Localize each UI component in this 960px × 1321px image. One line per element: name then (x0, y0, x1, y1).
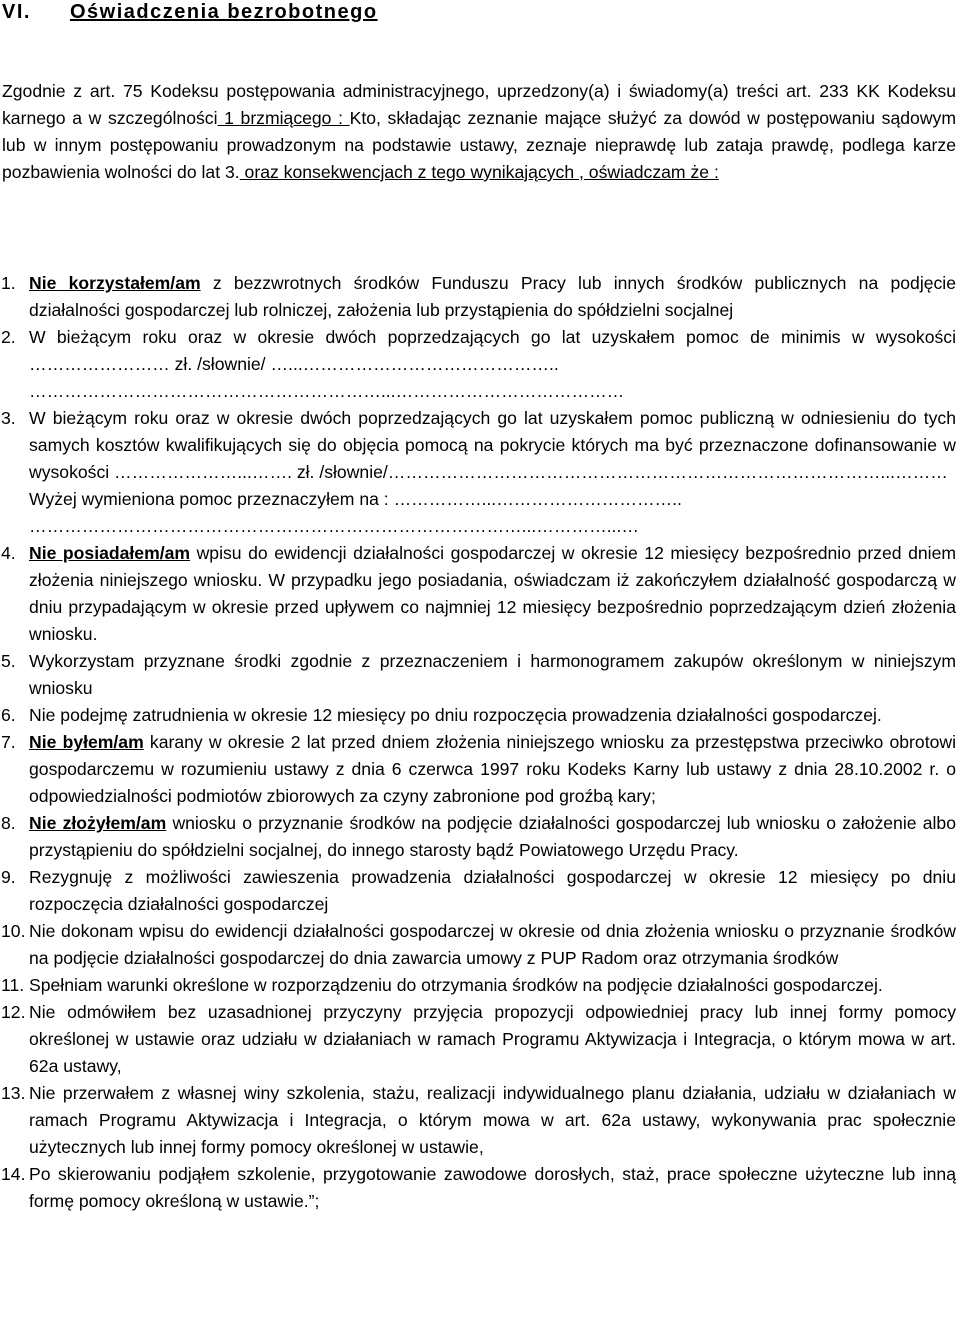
intro-paragraph (2, 78, 956, 186)
declaration-emphasis: Nie złożyłem/am (29, 813, 167, 833)
declaration-emphasis: Nie korzystałem/am (29, 273, 201, 293)
intro-text-2: Kto, składając zeznanie mające służyć za dowód w postępowaniu sądowym lub w innym postępowaniu prowadzonym na podstawie ustawy, zeznaje nieprawdę lub zataja prawdę, podlega karze pozbawienia wolności do lat 3. (2, 108, 956, 182)
list-item: 4. Nie posiadałem/am wpisu do ewidencji działalności gospodarczej w okresie 12 miesięcy bezpośrednio przed dniem złożenia niniejszego wniosku. W przypadku jego posiadania, oświadczam iż zakończyłem działalność gospodarczą w dniu przypadającym w okresie przed upływem co najmniej 12 miesięcy bezpośrednio poprzedzającym dzień złożenia wniosku. (1, 543, 957, 644)
list-item: 14. Po skierowaniu podjąłem szkolenie, przygotowanie zawodowe dorosłych, staż, prace społeczne użyteczne lub inną formę pomocy określoną w ustawie.”; (1, 1164, 956, 1211)
intro-text-1: Zgodnie z art. 75 Kodeksu postępowania administracyjnego, uprzedzony(a) i świadomy(a) treści art. 233 KK Kodeksu karnego a w szczególności (2, 81, 956, 128)
list-item: 11. Spełniam warunki określone w rozporządzeniu do otrzymania środków na podjęcie działalności gospodarczej. (1, 975, 883, 995)
list-item: 7. Nie byłem/am karany w okresie 2 lat przed dniem złożenia niniejszego wniosku za przestępstwa przeciwko obrotowi gospodarczemu w rozumieniu ustawy z dnia 6 czerwca 1997 roku Kodeks Karny lub ustawy z dnia 28.10.2002 r. o odpowiedzialności podmiotów zbiorowych za czyny zabronione pod groźbą kary; (1, 732, 956, 806)
declaration-emphasis: Nie byłem/am (29, 732, 144, 752)
list-item: 3. W bieżącym roku oraz w okresie dwóch poprzedzających go lat uzyskałem pomoc publiczną w odniesieniu do tych samych kosztów kwalifikujących się do objęcia pomocą na pokrycie których ma być przeznaczone dofinansowanie w wysokości …………………...……. zł. /słownie/…………………………………………………………………………...……… Wyżej wymieniona pomoc przeznaczyłem na : ……………...………………………….. …………………………………………………………………………...…………...… (1, 408, 956, 536)
list-item: 1. Nie korzystałem/am z bezzwrotnych środków Funduszu Pracy lub innych środków publicznych na podjęcie działalności gospodarczej lub rolniczej, założenia lub przystąpienia do spółdzielni socjalnej (1, 273, 956, 320)
section-heading (2, 1, 378, 24)
list-item: 6. Nie podejmę zatrudnienia w okresie 12 miesięcy po dniu rozpoczęcia prowadzenia działalności gospodarczej. (1, 705, 882, 725)
declaration-emphasis: Nie posiadałem/am (29, 543, 191, 563)
list-item: 5. Wykorzystam przyznane środki zgodnie z przeznaczeniem i harmonogramem zakupów określonym w niniejszym wniosku (1, 651, 956, 698)
intro-footnote-ref: 1 brzmiącego : (217, 108, 350, 128)
list-item: 13. Nie przerwałem z własnej winy szkolenia, stażu, realizacji indywidualnego planu działania, udziału w działaniach w ramach Programu Aktywizacja i Integracja, o którym mowa w art. 62a ustawy, wykonywania prac społecznie użytecznych lub innej formy pomocy określonej w ustawie, (1, 1083, 956, 1157)
list-item: 9. Rezygnuję z możliwości zawieszenia prowadzenia działalności gospodarczej w okresie 12 miesięcy po dniu rozpoczęcia działalności gospodarczej (1, 867, 956, 914)
list-item: 12. Nie odmówiłem bez uzasadnionej przyczyny przyjęcia propozycji odpowiedniej pracy lub innej formy pomocy określonej w ustawie oraz udziału w działaniach w ramach Programu Aktywizacja i Integracja, o którym mowa w art. 62a ustawy, (1, 1002, 956, 1076)
list-item: 10. Nie dokonam wpisu do ewidencji działalności gospodarczej w okresie od dnia złożenia wniosku o przyznanie środków na podjęcie działalności gospodarczej do dnia zawarcia umowy z PUP Radom oraz otrzymania środków (1, 921, 956, 968)
list-item: 8. Nie złożyłem/am wniosku o przyznanie środków na podjęcie działalności gospodarczej lub wniosku o założenie albo przystąpieniu do spółdzielni socjalnej, do innego starosty bądź Powiatowego Urzędu Pracy. (1, 813, 956, 860)
intro-text-3: oraz konsekwencjach z tego wynikających , oświadczam że : (239, 162, 719, 182)
section-title: Oświadczenia bezrobotnego (70, 1, 378, 23)
section-number: VI. (2, 1, 31, 23)
list-item: 2. W bieżącym roku oraz w okresie dwóch poprzedzających go lat uzyskałem pomoc de minimis w wysokości …………………… zł. /słownie/ …...…………………………………….. ……………………………………………………...………………………………… (1, 327, 956, 401)
declarations-list (0, 270, 956, 1215)
